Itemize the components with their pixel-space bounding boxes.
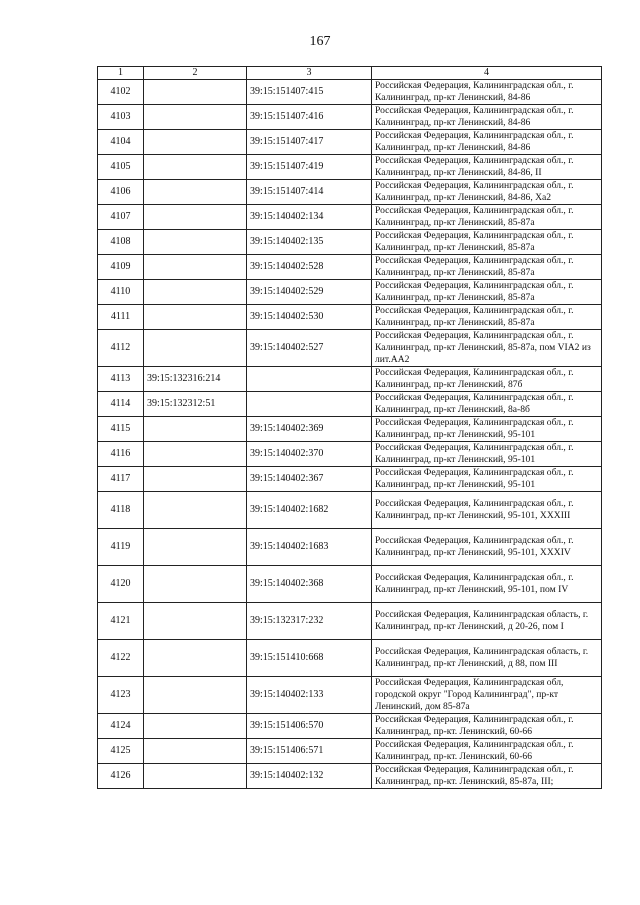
row-number-cell: 4111: [98, 305, 144, 330]
related-cadastral-cell: 39:15:151407:414: [247, 180, 372, 205]
row-number-cell: 4105: [98, 155, 144, 180]
row-number-cell: 4102: [98, 80, 144, 105]
row-number-cell: 4124: [98, 714, 144, 739]
related-cadastral-cell: 39:15:132317:232: [247, 603, 372, 640]
row-number-cell: 4126: [98, 764, 144, 789]
related-cadastral-cell: 39:15:151406:570: [247, 714, 372, 739]
table-row: [98, 130, 602, 155]
cadastral-number-cell: [144, 529, 247, 566]
table-row: [98, 566, 602, 603]
row-number-cell: 4122: [98, 640, 144, 677]
table-row: [98, 492, 602, 529]
address-cell: Российская Федерация, Калининградская обл, городской округ "Город Калининград", пр-кт Ленинский, дом 85-87а: [372, 677, 602, 714]
row-number-cell: 4106: [98, 180, 144, 205]
related-cadastral-cell: 39:15:140402:369: [247, 417, 372, 442]
address-cell: Российская Федерация, Калининградская обл., г. Калининград, пр-кт Ленинский, 87б: [372, 367, 602, 392]
cadastral-number-cell: [144, 155, 247, 180]
cadastral-number-cell: [144, 130, 247, 155]
cadastral-number-cell: [144, 640, 247, 677]
related-cadastral-cell: 39:15:151407:416: [247, 105, 372, 130]
related-cadastral-cell: 39:15:140402:134: [247, 205, 372, 230]
table-row: [98, 417, 602, 442]
table-row: [98, 640, 602, 677]
table-row: [98, 280, 602, 305]
related-cadastral-cell: 39:15:140402:1683: [247, 529, 372, 566]
column-header: 4: [372, 67, 602, 80]
address-cell: Российская Федерация, Калининградская обл., г. Калининград, пр-кт Ленинский, 85-87а, пом VIA2 из лит.АА2: [372, 330, 602, 367]
table-row: [98, 305, 602, 330]
related-cadastral-cell: 39:15:140402:132: [247, 764, 372, 789]
address-cell: Российская Федерация, Калининградская обл., г. Калининград, пр-кт Ленинский, 84-86, II: [372, 155, 602, 180]
row-number-cell: 4125: [98, 739, 144, 764]
address-cell: Российская Федерация, Калининградская обл., г. Калининград, пр-кт Ленинский, 8а-8б: [372, 392, 602, 417]
row-number-cell: 4120: [98, 566, 144, 603]
address-cell: Российская Федерация, Калининградская обл., г. Калининград, пр-кт Ленинский, 85-87а: [372, 255, 602, 280]
related-cadastral-cell: 39:15:140402:529: [247, 280, 372, 305]
address-cell: Российская Федерация, Калининградская обл., г. Калининград, пр-кт Ленинский, 85-87а: [372, 230, 602, 255]
table-body: [98, 80, 602, 789]
cadastral-number-cell: [144, 417, 247, 442]
related-cadastral-cell: [247, 392, 372, 417]
row-number-cell: 4109: [98, 255, 144, 280]
related-cadastral-cell: [247, 367, 372, 392]
page-number: 167: [309, 34, 331, 49]
related-cadastral-cell: 39:15:151407:415: [247, 80, 372, 105]
table-row: [98, 205, 602, 230]
row-number-cell: 4118: [98, 492, 144, 529]
cadastral-number-cell: [144, 467, 247, 492]
table-row: [98, 603, 602, 640]
table-row: [98, 677, 602, 714]
cadastral-number-cell: [144, 330, 247, 367]
address-cell: Российская Федерация, Калининградская обл., г. Калининград, пр-кт Ленинский, 95-101, XXXIV: [372, 529, 602, 566]
row-number-cell: 4123: [98, 677, 144, 714]
row-number-cell: 4121: [98, 603, 144, 640]
cadastral-number-cell: [144, 305, 247, 330]
address-cell: Российская Федерация, Калининградская обл., г. Калининград, пр-кт Ленинский, 95-101: [372, 417, 602, 442]
column-header: 2: [144, 67, 247, 80]
address-cell: Российская Федерация, Калининградская область, г. Калининград, пр-кт Ленинский, д 20-26, пом I: [372, 603, 602, 640]
cadastral-number-cell: [144, 442, 247, 467]
cadastral-number-cell: [144, 764, 247, 789]
cadastral-number-cell: [144, 105, 247, 130]
address-cell: Российская Федерация, Калининградская область, г. Калининград, пр-кт Ленинский, д 88, пом III: [372, 640, 602, 677]
table-row: [98, 230, 602, 255]
table-row: [98, 80, 602, 105]
cadastral-number-cell: [144, 714, 247, 739]
cadastral-number-cell: 39:15:132316:214: [144, 367, 247, 392]
address-cell: Российская Федерация, Калининградская обл., г. Калининград, пр-кт Ленинский, 84-86: [372, 80, 602, 105]
cadastral-number-cell: [144, 566, 247, 603]
related-cadastral-cell: 39:15:140402:368: [247, 566, 372, 603]
related-cadastral-cell: 39:15:140402:367: [247, 467, 372, 492]
cadastral-number-cell: [144, 280, 247, 305]
cadastral-number-cell: 39:15:132312:51: [144, 392, 247, 417]
related-cadastral-cell: 39:15:140402:528: [247, 255, 372, 280]
related-cadastral-cell: 39:15:140402:370: [247, 442, 372, 467]
address-cell: Российская Федерация, Калининградская обл., г. Калининград, пр-кт Ленинский, 84-86: [372, 130, 602, 155]
table-row: [98, 467, 602, 492]
address-cell: Российская Федерация, Калининградская обл., г. Калининград, пр-кт Ленинский, 84-86, Ха2: [372, 180, 602, 205]
address-cell: Российская Федерация, Калининградская обл., г. Калининград, пр-кт Ленинский, 95-101, пом IV: [372, 566, 602, 603]
address-cell: Российская Федерация, Калининградская обл., г. Калининград, пр-кт Ленинский, 95-101: [372, 442, 602, 467]
row-number-cell: 4104: [98, 130, 144, 155]
table-row: [98, 529, 602, 566]
related-cadastral-cell: 39:15:151407:419: [247, 155, 372, 180]
table-row: [98, 739, 602, 764]
cadastral-number-cell: [144, 677, 247, 714]
related-cadastral-cell: 39:15:151406:571: [247, 739, 372, 764]
address-cell: Российская Федерация, Калининградская обл., г. Калининград, пр-кт. Ленинский, 60-66: [372, 739, 602, 764]
row-number-cell: 4107: [98, 205, 144, 230]
row-number-cell: 4116: [98, 442, 144, 467]
registry-table: [97, 66, 602, 789]
related-cadastral-cell: 39:15:151410:668: [247, 640, 372, 677]
address-cell: Российская Федерация, Калининградская обл., г. Калининград, пр-кт Ленинский, 85-87а: [372, 280, 602, 305]
table-row: [98, 764, 602, 789]
table-header-row: [98, 67, 602, 80]
row-number-cell: 4115: [98, 417, 144, 442]
address-cell: Российская Федерация, Калининградская обл., г. Калининград, пр-кт. Ленинский, 85-87а, III;: [372, 764, 602, 789]
related-cadastral-cell: 39:15:140402:135: [247, 230, 372, 255]
table-row: [98, 105, 602, 130]
cadastral-number-cell: [144, 230, 247, 255]
cadastral-number-cell: [144, 80, 247, 105]
row-number-cell: 4110: [98, 280, 144, 305]
related-cadastral-cell: 39:15:140402:527: [247, 330, 372, 367]
row-number-cell: 4119: [98, 529, 144, 566]
cadastral-number-cell: [144, 492, 247, 529]
table-row: [98, 155, 602, 180]
table-row: [98, 367, 602, 392]
related-cadastral-cell: 39:15:140402:133: [247, 677, 372, 714]
address-cell: Российская Федерация, Калининградская обл., г. Калининград, пр-кт Ленинский, 85-87а: [372, 205, 602, 230]
row-number-cell: 4112: [98, 330, 144, 367]
table-row: [98, 392, 602, 417]
related-cadastral-cell: 39:15:151407:417: [247, 130, 372, 155]
column-header: 1: [98, 67, 144, 80]
table-row: [98, 180, 602, 205]
related-cadastral-cell: 39:15:140402:530: [247, 305, 372, 330]
related-cadastral-cell: 39:15:140402:1682: [247, 492, 372, 529]
row-number-cell: 4108: [98, 230, 144, 255]
table-row: [98, 442, 602, 467]
row-number-cell: 4117: [98, 467, 144, 492]
address-cell: Российская Федерация, Калининградская обл., г. Калининград, пр-кт Ленинский, 84-86: [372, 105, 602, 130]
cadastral-number-cell: [144, 255, 247, 280]
row-number-cell: 4113: [98, 367, 144, 392]
column-header: 3: [247, 67, 372, 80]
address-cell: Российская Федерация, Калининградская обл., г. Калининград, пр-кт Ленинский, 95-101: [372, 467, 602, 492]
address-cell: Российская Федерация, Калининградская обл., г. Калининград, пр-кт Ленинский, 95-101, XXXIII: [372, 492, 602, 529]
row-number-cell: 4114: [98, 392, 144, 417]
row-number-cell: 4103: [98, 105, 144, 130]
table-row: [98, 714, 602, 739]
table-row: [98, 255, 602, 280]
address-cell: Российская Федерация, Калининградская обл., г. Калининград, пр-кт. Ленинский, 60-66: [372, 714, 602, 739]
address-cell: Российская Федерация, Калининградская обл., г. Калининград, пр-кт Ленинский, 85-87а: [372, 305, 602, 330]
cadastral-number-cell: [144, 739, 247, 764]
cadastral-number-cell: [144, 180, 247, 205]
table-row: [98, 330, 602, 367]
cadastral-number-cell: [144, 603, 247, 640]
cadastral-number-cell: [144, 205, 247, 230]
